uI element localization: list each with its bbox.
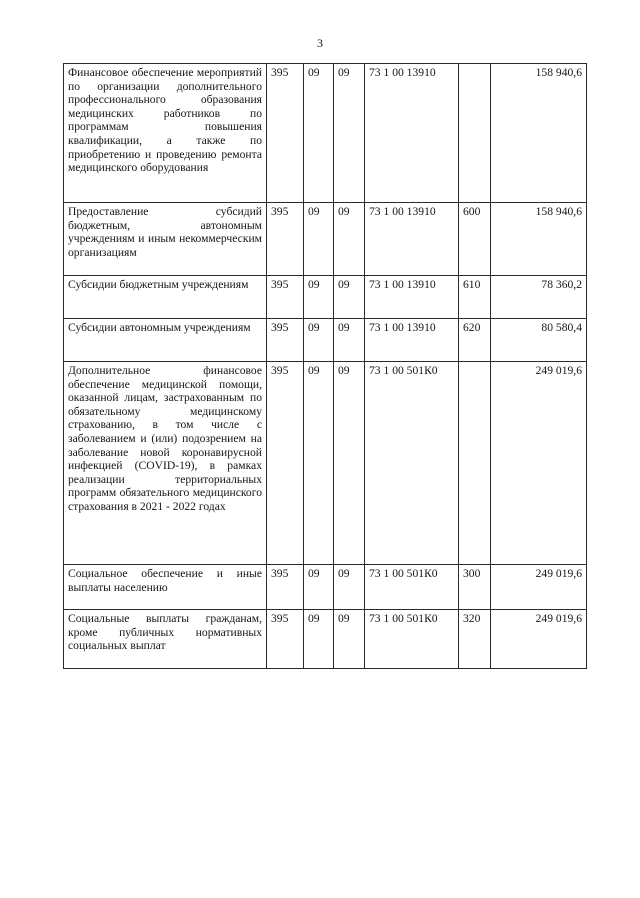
target-article: 73 1 00 501К0 [365,610,459,669]
amount: 249 019,6 [491,610,587,669]
target-article: 73 1 00 501К0 [365,565,459,610]
row-name: Финансовое обеспечение мероприятий по организации дополнительного профессионального образования медицинских работников по программам повышения квалификации, а также по приобретению и проведению ремонта медицинского оборудования [64,64,267,203]
table-row [64,203,587,276]
subsection-code: 09 [334,362,365,565]
ministry-code: 395 [267,565,304,610]
amount: 80 580,4 [491,319,587,362]
ministry-code: 395 [267,610,304,669]
subsection-code: 09 [334,565,365,610]
expense-kind: 600 [459,203,491,276]
row-name: Предоставление субсидий бюджетным, автономным учреждениям и иным некоммерческим организациям [64,203,267,276]
ministry-code: 395 [267,276,304,319]
expense-kind: 300 [459,565,491,610]
section-code: 09 [304,362,334,565]
table-row [64,276,587,319]
table-row [64,64,587,203]
row-name: Субсидии автономным учреждениям [64,319,267,362]
row-name: Дополнительное финансовое обеспечение медицинской помощи, оказанной лицам, застрахованным по обязательному медицинскому страхованию, в том числе с заболеванием и (или) подозрением на заболевание новой коронавирусной инфекцией (COVID-19), в рамках реализации территориальных программ обязательного медицинского страхования в 2021 - 2022 годах [64,362,267,565]
budget-table [63,63,587,669]
target-article: 73 1 00 13910 [365,319,459,362]
target-article: 73 1 00 13910 [365,276,459,319]
section-code: 09 [304,203,334,276]
ministry-code: 395 [267,64,304,203]
expense-kind [459,362,491,565]
subsection-code: 09 [334,203,365,276]
expense-kind: 620 [459,319,491,362]
amount: 158 940,6 [491,203,587,276]
ministry-code: 395 [267,203,304,276]
target-article: 73 1 00 13910 [365,203,459,276]
ministry-code: 395 [267,319,304,362]
amount: 158 940,6 [491,64,587,203]
table-row [64,565,587,610]
subsection-code: 09 [334,610,365,669]
subsection-code: 09 [334,64,365,203]
table-row [64,319,587,362]
amount: 249 019,6 [491,565,587,610]
expense-kind [459,64,491,203]
page-number: 3 [317,36,323,50]
amount: 249 019,6 [491,362,587,565]
target-article: 73 1 00 13910 [365,64,459,203]
table-row [64,610,587,669]
subsection-code: 09 [334,276,365,319]
expense-kind: 320 [459,610,491,669]
ministry-code: 395 [267,362,304,565]
target-article: 73 1 00 501К0 [365,362,459,565]
row-name: Социальные выплаты гражданам, кроме публичных нормативных социальных выплат [64,610,267,669]
subsection-code: 09 [334,319,365,362]
section-code: 09 [304,276,334,319]
row-name: Социальное обеспечение и иные выплаты населению [64,565,267,610]
section-code: 09 [304,565,334,610]
table-row [64,362,587,565]
row-name: Субсидии бюджетным учреждениям [64,276,267,319]
expense-kind: 610 [459,276,491,319]
amount: 78 360,2 [491,276,587,319]
section-code: 09 [304,610,334,669]
section-code: 09 [304,319,334,362]
section-code: 09 [304,64,334,203]
